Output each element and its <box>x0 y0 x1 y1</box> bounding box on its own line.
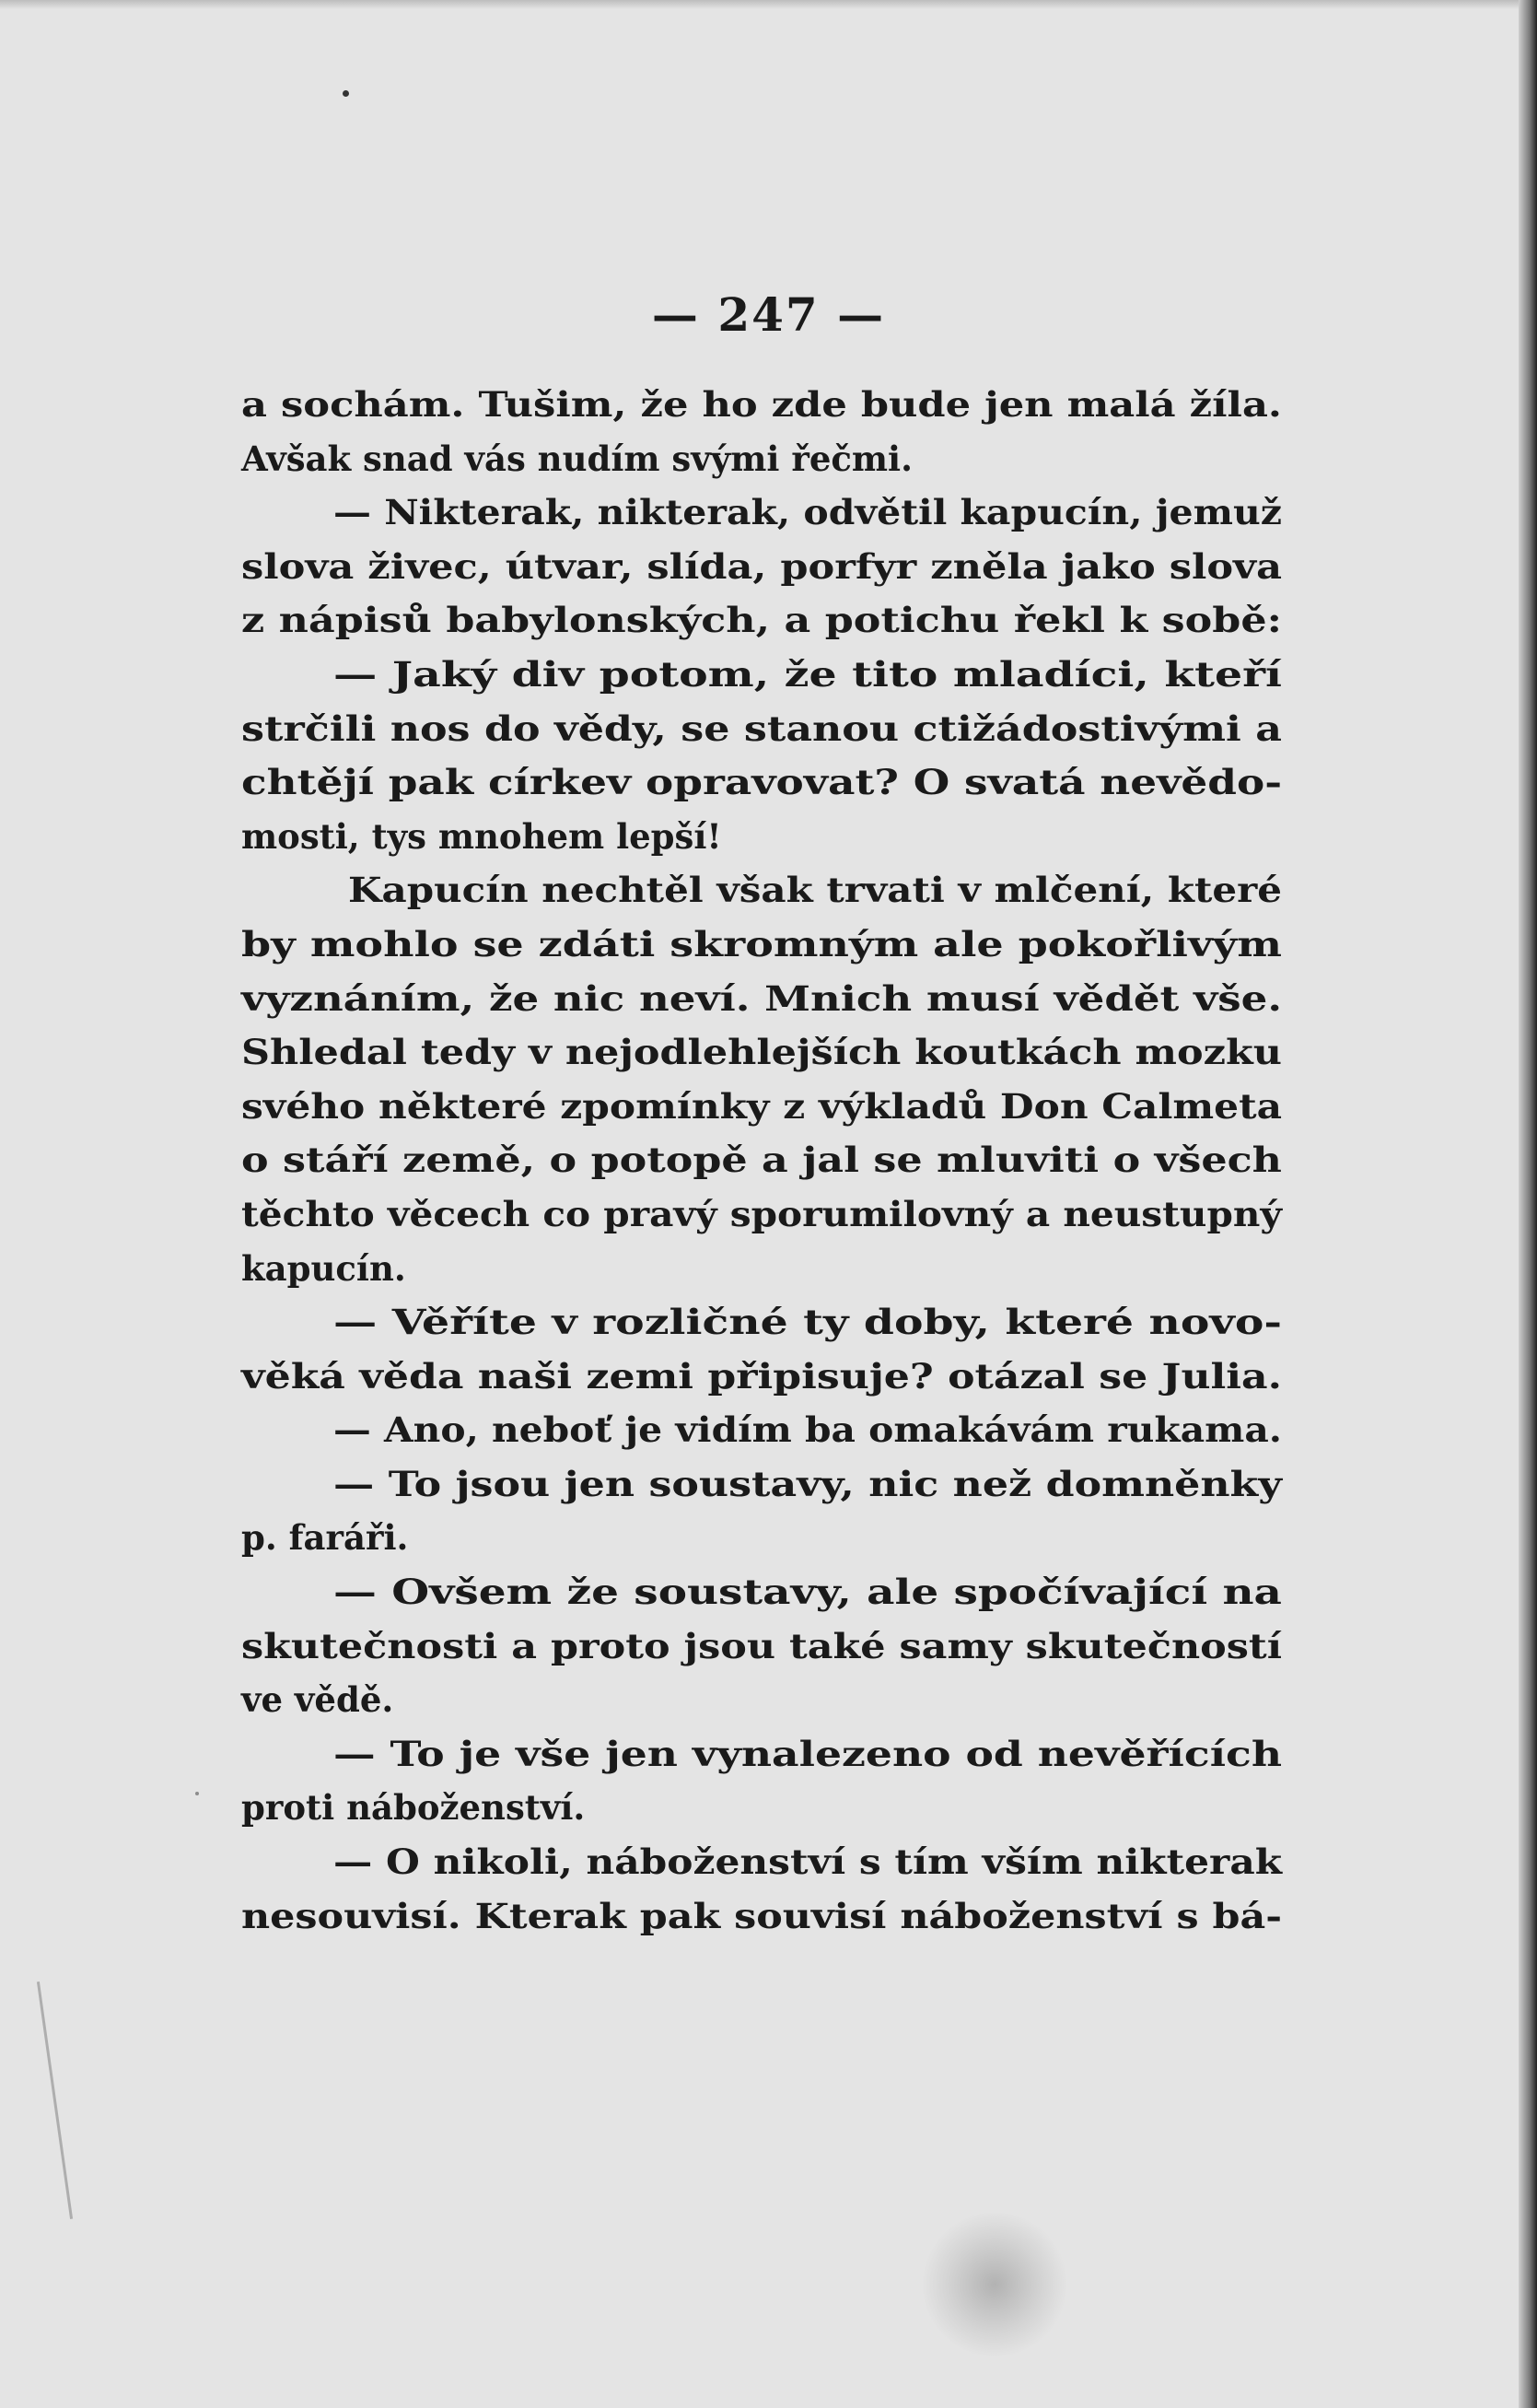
text-line: těchto věcech co pravý sporumilovný a neustupný <box>241 1193 1282 1234</box>
text-line: — To je vše jen vynalezeno od nevěřících <box>333 1733 1283 1774</box>
text-line: svého některé zpomínky z výkladů Don Calmeta <box>241 1085 1283 1127</box>
text-line: o stáří země, o potopě a jal se mluviti o všech <box>241 1140 1282 1181</box>
text-line: kapucín. <box>241 1247 406 1289</box>
page-right-edge-shadow <box>1519 0 1537 2408</box>
text-line: Kapucín nechtěl však trvati v mlčení, které <box>348 870 1282 911</box>
text-line: chtějí pak církev opravovat? O svatá nevědo- <box>241 762 1283 803</box>
text-line: mosti, tys mnohem lepší! <box>241 815 722 857</box>
text-line: — Ano, neboť je vidím ba omakávám rukama. <box>333 1409 1282 1451</box>
text-line: z nápisů babylonských, a potichu řekl k sobě: <box>241 600 1282 641</box>
page-stain <box>921 2211 1068 2358</box>
text-line: Shledal tedy v nejodlehlejších koutkách mozku <box>241 1032 1282 1073</box>
page-crease-mark <box>37 1981 73 2219</box>
page-number: — 247 — <box>651 287 886 342</box>
text-line: — Ovšem že soustavy, ale spočívající na <box>333 1572 1282 1613</box>
text-line: Avšak snad vás nudím svými řečmi. <box>241 438 913 479</box>
text-line: — Jaký div potom, že tito mladíci, kteří <box>333 653 1282 695</box>
text-line: a sochám. Tušim, že ho zde bude jen malá žíla. <box>241 384 1282 425</box>
text-line: p. faráři. <box>241 1517 409 1559</box>
text-line: skutečnosti a proto jsou také samy skutečností <box>241 1625 1283 1666</box>
text-line: — Nikterak, nikterak, odvětil kapucín, jemuž <box>333 492 1283 533</box>
text-line: ve vědě. <box>241 1679 394 1721</box>
text-line: nesouvisí. Kterak pak souvisí náboženství s bá- <box>241 1895 1283 1936</box>
page-top-shadow <box>0 0 1537 9</box>
body-text <box>241 378 1282 1943</box>
text-line: slova živec, útvar, slída, porfyr zněla jako slova <box>241 545 1282 587</box>
text-line: — Věříte v rozličné ty doby, které novo- <box>333 1302 1282 1343</box>
text-line: proti náboženství. <box>241 1787 586 1829</box>
text-line: — To jsou jen soustavy, nic než domněnky <box>333 1463 1282 1504</box>
ink-speck <box>343 90 349 97</box>
text-line: — O nikoli, náboženství s tím vším nikterak <box>333 1841 1283 1883</box>
text-line: by mohlo se zdáti skromným ale pokořlivým <box>241 923 1282 964</box>
text-line: věká věda naši zemi připisuje? otázal se Julia. <box>241 1355 1283 1397</box>
text-line: vyznáním, že nic neví. Mnich musí vědět vše. <box>241 977 1283 1019</box>
ink-speck <box>195 1792 199 1795</box>
text-line: strčili nos do vědy, se stanou ctižádostivými a <box>241 707 1283 749</box>
